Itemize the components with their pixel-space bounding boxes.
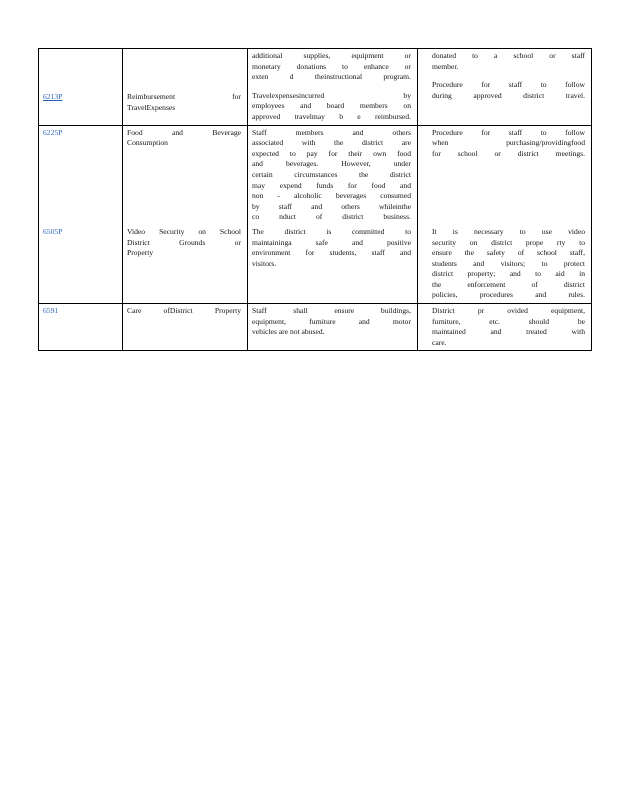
procedure-line: donated to a school or staff xyxy=(432,51,585,60)
policy-title-line: Reimbursement for xyxy=(127,92,241,101)
policy-code-cell xyxy=(39,49,123,126)
policy-title-line: Video Security on School xyxy=(127,226,241,236)
table-row xyxy=(39,125,592,225)
procedure-line: ensure the safety of school staff, xyxy=(432,248,585,258)
policy-code: 6225P xyxy=(43,127,63,137)
policy-procedure-cell xyxy=(418,225,592,304)
description-line: Staff shall ensure buildings, xyxy=(252,306,411,316)
description-line: expected to pay for their own food xyxy=(252,148,411,158)
description-line: Staff members and others xyxy=(252,127,411,137)
policy-title-cell xyxy=(123,225,248,304)
table-row xyxy=(39,225,592,304)
policy-title-cell xyxy=(123,125,248,225)
procedure-line: the enforcement of district xyxy=(432,279,585,289)
table-row xyxy=(39,304,592,351)
procedure-line: for school or district meetings. xyxy=(432,148,585,158)
description-line: co nduct of district business. xyxy=(252,212,411,222)
description-line: approved travelmay b e reimbursed. xyxy=(252,111,411,121)
procedure-line: Procedure for staff to follow xyxy=(432,80,585,90)
policy-procedure-cell xyxy=(418,125,592,225)
description-line: may expend funds for food and xyxy=(252,180,411,190)
procedure-line: security on district prope rty to xyxy=(432,237,585,247)
description-line: The district is committed to xyxy=(252,226,411,236)
description-line: certain circumstances the district xyxy=(252,169,411,179)
description-line: Travelexpensesincurred by xyxy=(252,90,411,100)
policy-description-cell xyxy=(248,225,418,304)
description-line: non - alcoholic beverages consumed xyxy=(252,191,411,201)
description-line: employees and board members on xyxy=(252,101,411,111)
procedure-line: students and visitors; to protect xyxy=(432,258,585,268)
description-line: environment for students, staff and xyxy=(252,248,411,258)
policy-title-line: District Grounds or xyxy=(127,237,241,247)
procedure-line: It is necessary to use video xyxy=(432,226,585,236)
procedure-line: when purchasing/providingfood xyxy=(432,138,585,148)
procedure-line: policies, procedures and rules. xyxy=(432,290,585,300)
table-row xyxy=(39,49,592,126)
policy-code-cell xyxy=(39,304,123,351)
description-line: additional supplies, equipment or xyxy=(252,51,411,60)
policy-code: 6591 xyxy=(43,306,59,316)
procedure-line: member. xyxy=(432,61,459,71)
policy-title-line: Food and Beverage xyxy=(127,127,241,137)
procedure-line: Procedure for staff to follow xyxy=(432,127,585,137)
description-line: equipment, furniture and motor xyxy=(252,316,411,326)
policy-procedure-cell xyxy=(418,304,592,351)
policy-title-line: Property xyxy=(127,248,154,258)
policy-procedure-cell xyxy=(418,49,592,126)
policy-title-cell xyxy=(123,304,248,351)
description-line: maintaininga safe and positive xyxy=(252,237,411,247)
policy-description-cell xyxy=(248,125,418,225)
policy-description-cell xyxy=(248,304,418,351)
policy-title-line: TravelExpenses xyxy=(127,102,176,112)
description-line: by staff and others whileinthe xyxy=(252,201,411,211)
procedure-line: maintained and treated with xyxy=(432,327,585,337)
procedure-line: care. xyxy=(432,337,447,347)
description-line: monetary donations to enhance or xyxy=(252,61,411,71)
policy-table xyxy=(38,48,592,351)
policy-title-line: Care ofDistrict Property xyxy=(127,306,241,316)
policy-code-link[interactable]: 6213P xyxy=(43,92,63,101)
policy-code-cell xyxy=(39,125,123,225)
procedure-line: District pr ovided equipment, xyxy=(432,306,585,316)
policy-title-cell xyxy=(123,49,248,126)
description-line: associated with the district are xyxy=(252,138,411,148)
procedure-line: furniture, etc. should be xyxy=(432,316,585,326)
description-line: exten d theinstructional program. xyxy=(252,72,411,82)
policy-description-cell xyxy=(248,49,418,126)
description-line: visitors. xyxy=(252,258,277,268)
policy-code: 6505P xyxy=(43,226,63,236)
description-line: vehicles are not abused. xyxy=(252,327,325,337)
description-line: and beverages. However, under xyxy=(252,159,411,169)
policy-code-cell xyxy=(39,225,123,304)
procedure-line: district property; and to aid in xyxy=(432,269,585,279)
procedure-line: during approved district travel. xyxy=(432,90,585,100)
policy-title-line: Consumption xyxy=(127,138,168,148)
